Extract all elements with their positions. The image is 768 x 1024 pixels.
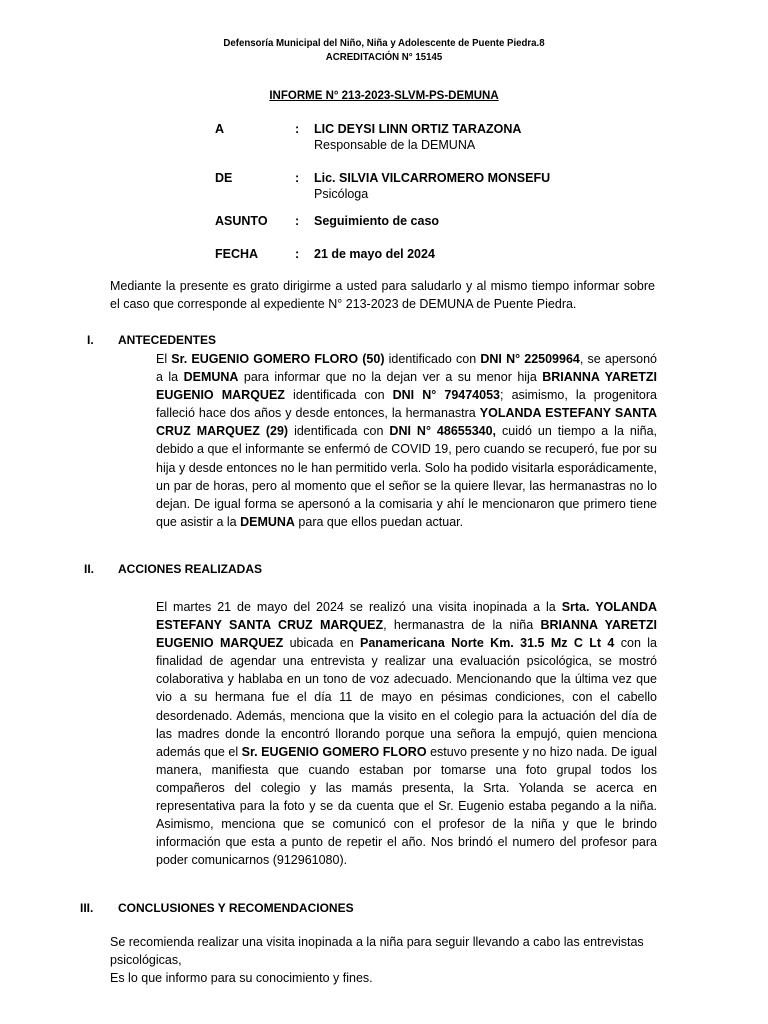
meta-colon: : [295, 122, 300, 136]
antecedentes-paragraph: El Sr. EUGENIO GOMERO FLORO (50) identificado con DNI N° 22509964, se apersonó a la DEMUNA para informar que no la dejan ver a su menor hija BRIANNA YARETZI EUGENIO MARQUEZ identificada con DNI N° 79474053; asimismo, la progenitora falleció hace dos años y desde entonces, la hermanastra YOLANDA ESTEFANY SANTA CRUZ MARQUEZ (29) identificada con DNI N° 48655340, cuidó un tiempo a la niña, debido a que el informante se enfermó de COVID 19, pero cuando se recuperó, fue por su hija y desde entonces no le han permitido verla. Solo ha podido visitarla esporádicamente, un par de horas, pero al momento que el señor se la quiere llevar, las hermanastras no lo dejan. De igual forma se apersonó a la comisaria y ahí le mencionaron que primero tiene que asistir a la DEMUNA para que ellos puedan actuar. [156, 352, 658, 529]
section-number-3: III. [80, 901, 94, 915]
recipient-name: LIC DEYSI LINN ORTIZ TARAZONA [314, 122, 522, 136]
section-title-conclusiones: CONCLUSIONES Y RECOMENDACIONES [118, 901, 354, 915]
subject-value: Seguimiento de caso [314, 214, 440, 228]
section-number-2: II. [84, 562, 95, 576]
acciones-paragraph: El martes 21 de mayo del 2024 se realizó una visita inopinada a la Srta. YOLANDA ESTEFANY SANTA CRUZ MARQUEZ, hermanastra de la niña BRIANNA YARETZI EUGENIO MARQUEZ ubicada en Panamericana Norte Km. 31.5 Mz C Lt 4 con la finalidad de agendar una entrevista y realizar una evaluación psicológica, se mostró colaborativa y hablaba en un tono de voz adecuado. Mencionando que la última vez que vio a su hermana fue el día 11 de mayo en pésimas condiciones, con el cabello desordenado. Además, menciona que la visito en el colegio para la actuación del día de las madres donde la encontró llorando porque una señora la empujó, quien menciona además que el Sr. EUGENIO GOMERO FLORO estuvo presente y no hizo nada. De igual manera, manifiesta que cuando estaban por tomarse una foto grupal todos los compañeros del colegio y las mamás presenta, la Srta. Yolanda se acerca en representativa para la foto y se da cuenta que el Sr. Eugenio estaba pegando a la niña. Asimismo, menciona que se comunicó con el profesor de la niña y que le brindo información que esta a punto de repetir el año. Nos brindó el numero del profesor para poder comunicarnos (912961080). [156, 600, 658, 868]
meta-key-fecha: FECHA [215, 247, 259, 261]
conclusiones-paragraph [110, 933, 658, 987]
meta-colon: : [295, 214, 300, 228]
meta-key-asunto: ASUNTO [215, 214, 268, 228]
date-value: 21 de mayo del 2024 [314, 247, 435, 261]
intro-paragraph: Mediante la presente es grato dirigirme a usted para saludarlo y al mismo tiempo informar sobre el caso que corresponde al expediente N° 213-2023 de DEMUNA de Puente Piedra. [110, 279, 655, 312]
meta-key-de: DE [215, 171, 233, 185]
header-institution: Defensoría Municipal del Niño, Niña y Adolescente de Puente Piedra.8 [223, 37, 545, 49]
header-accreditation: ACREDITACIÓN N° 15145 [325, 51, 443, 63]
meta-colon: : [295, 171, 300, 185]
recommendation-line: Se recomienda realizar una visita inopinada a la niña para seguir llevando a cabo las entrevistas psicológicas, [110, 935, 644, 968]
meta-key-a: A [215, 122, 225, 136]
recipient-role: Responsable de la DEMUNA [314, 138, 476, 152]
meta-colon: : [295, 247, 300, 261]
section-number-1: I. [87, 333, 94, 347]
section-title-acciones: ACCIONES REALIZADAS [118, 562, 263, 576]
closing-line: Es lo que informo para su conocimiento y fines. [110, 971, 373, 986]
sender-name: Lic. SILVIA VILCARROMERO MONSEFU [314, 171, 551, 185]
sender-role: Psicóloga [314, 187, 369, 201]
report-title: INFORME N° 213-2023-SLVM-PS-DEMUNA [269, 90, 499, 102]
section-title-antecedentes: ANTECEDENTES [118, 333, 217, 347]
